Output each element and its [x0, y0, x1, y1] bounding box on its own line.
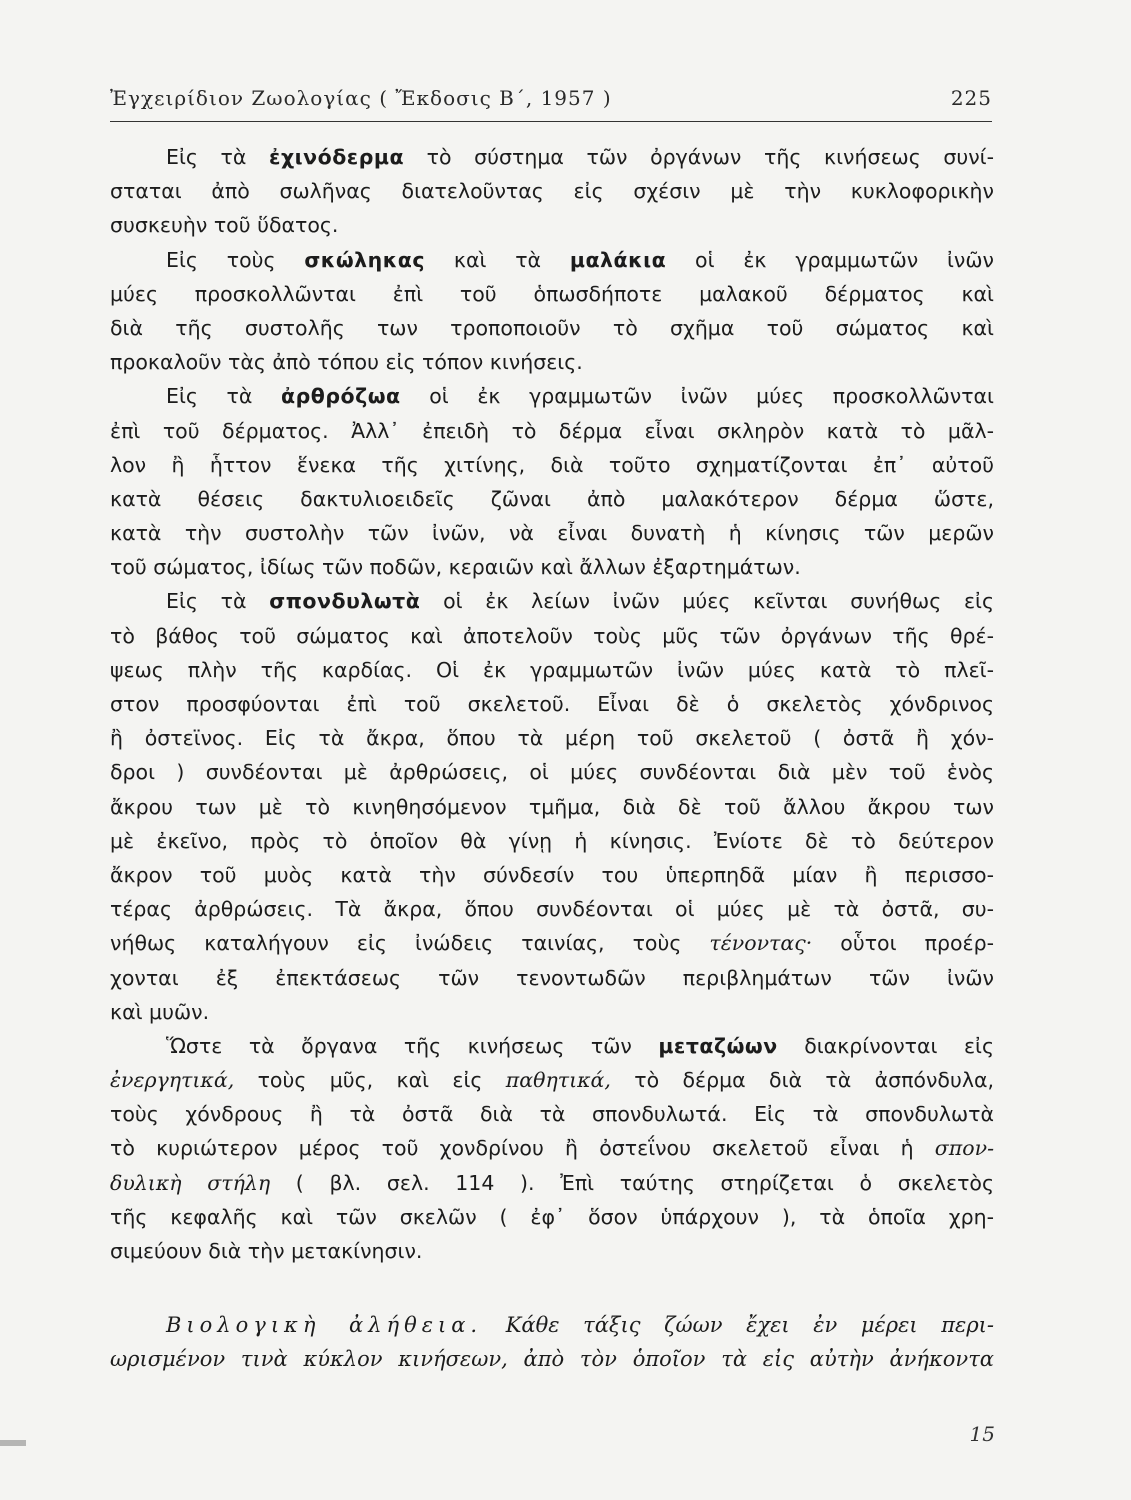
text-line: προκαλοῦν τὰς ἀπὸ τόπου εἰς τόπον κινήσεις. [110, 350, 583, 375]
page-number: 225 [950, 86, 992, 110]
text-line: στον προσφύονται ἐπὶ τοῦ σκελετοῦ. Εἶναι δὲ ὁ σκελετὸς χόνδρινος [110, 692, 994, 716]
header-title: Ἐγχειρίδιον Ζωολογίας ( Ἔκδοσις Β΄, 1957 ) [110, 86, 612, 110]
text-span: Εἰς τὰ [166, 589, 270, 614]
text-span: καὶ τὰ [425, 247, 570, 272]
text-line: σταται ἀπὸ σωλῆνας διατελοῦντας εἰς σχέσιν μὲ τὴν κυκλοφορικὴν [110, 179, 994, 204]
italic-term: ἐνεργητικά, [110, 1068, 235, 1093]
text-span: Εἰς τοὺς [166, 247, 305, 272]
italic-term: σπον- [934, 1136, 994, 1161]
text-line: ἄκρου των μὲ τὸ κινηθησόμενον τμῆμα, διὰ δὲ τοῦ ἄλλου ἄκρου των [110, 794, 994, 819]
text-span: Κάθε τάξις ζώων ἔχει ἐν μέρει περι- [505, 1313, 994, 1338]
text-line: καὶ μυῶν. [110, 999, 210, 1024]
text-line [110, 926, 994, 960]
text-line: ἄκρον τοῦ μυὸς κατὰ τὴν σύνδεσίν του ὑπερπηδᾶ μίαν ἢ περισσο- [110, 862, 994, 887]
text-line: τοῦ σώματος, ἰδίως τῶν ποδῶν, κεραιῶν καὶ ἄλλων ἐξαρτημάτων. [110, 555, 801, 580]
body-text [110, 140, 994, 1377]
paragraph-echinoderms-line [110, 140, 994, 174]
text-line: ἐπὶ τοῦ δέρματος. Ἀλλ᾽ ἐπειδὴ τὸ δέρμα εἶναι σκληρὸν κατὰ τὸ μᾶλ- [110, 418, 994, 443]
paragraph-metazoa-line [110, 1029, 994, 1063]
text-span: οἱ ἐκ λείων ἰνῶν μύες κεῖνται συνήθως εἰς [420, 589, 994, 614]
text-span: οὗτοι προέρ- [812, 931, 994, 956]
text-line: δροι ) συνδέονται μὲ ἀρθρώσεις, οἱ μύες συνδέονται διὰ μὲν τοῦ ἑνὸς [110, 760, 994, 785]
text-line [110, 1166, 994, 1200]
text-line [110, 1063, 994, 1097]
text-span: τὸ δέρμα διὰ τὰ ἀσπόνδυλα, [610, 1068, 994, 1093]
bold-term: μεταζώων [658, 1033, 778, 1058]
paragraph-arthropods-line [110, 379, 994, 413]
text-line: τὸ βάθος τοῦ σώματος καὶ ἀποτελοῦν τοὺς μῦς τῶν ὀργάνων τῆς θρέ- [110, 623, 994, 648]
section-gap [110, 1268, 994, 1308]
italic-term: δυλικὴ στήλη [110, 1170, 271, 1195]
text-line: τοὺς χόνδρους ἢ τὰ ὀστᾶ διὰ τὰ σπονδυλωτά. Εἰς τὰ σπονδυλωτὰ [110, 1102, 994, 1127]
text-line: ψεως πλὴν τῆς καρδίας. Οἱ ἐκ γραμμωτῶν ἰνῶν μύες κατὰ τὸ πλεῖ- [110, 657, 994, 682]
running-header [110, 80, 992, 120]
text-line: συσκευὴν τοῦ ὕδατος. [110, 213, 339, 238]
text-line [110, 1131, 994, 1165]
text-line: σιμεύουν διὰ τὴν μετακίνησιν. [110, 1239, 423, 1263]
text-span: τοὺς μῦς, καὶ εἰς [234, 1068, 506, 1093]
bold-term: ἀρθρόζωα [281, 384, 401, 409]
text-line: μύες προσκολλῶνται ἐπὶ τοῦ ὁπωσδήποτε μαλακοῦ δέρματος καὶ [110, 281, 994, 306]
text-span: τὸ κυριώτερον μέρος τοῦ χονδρίνου ἢ ὀστεΐνου σκελετοῦ εἶναι ἡ [110, 1136, 935, 1161]
text-line: μὲ ἐκεῖνο, πρὸς τὸ ὁποῖον θὰ γίνῃ ἡ κίνησις. Ἐνίοτε δὲ τὸ δεύτερον [110, 828, 994, 853]
text-line: κατὰ θέσεις δακτυλιοειδεῖς ζῶναι ἀπὸ μαλακότερον δέρμα ὥστε, [110, 486, 994, 511]
text-span: οἱ ἐκ γραμμωτῶν ἰνῶν [666, 247, 994, 272]
text-span: Εἰς τὰ [166, 384, 281, 409]
text-line: τέρας ἀρθρώσεις. Τὰ ἄκρα, ὅπου συνδέονται οἱ μύες μὲ τὰ ὀστᾶ, συ- [110, 897, 994, 922]
text-span: Ὥστε τὰ ὄργανα τῆς κινήσεως τῶν [166, 1033, 659, 1058]
text-line: λον ἢ ἧττον ἕνεκα τῆς χιτίνης, διὰ τοῦτο σχηματίζονται ἐπ᾽ αὐτοῦ [110, 452, 994, 477]
bold-term: μαλάκια [569, 247, 667, 272]
bold-term: σκώληκας [304, 247, 426, 272]
scan-edge-mark [0, 1440, 26, 1446]
text-line: διὰ τῆς συστολῆς των τροποποιοῦν τὸ σχῆμα τοῦ σώματος καὶ [110, 315, 994, 340]
text-line: ωρισμένον τινὰ κύκλον κινήσεων, ἀπὸ τὸν ὁποῖον τὰ εἰς αὐτὴν ἀνήκοντα [110, 1347, 994, 1372]
biological-truth-line [110, 1308, 994, 1342]
text-line: κατὰ τὴν συστολὴν τῶν ἰνῶν, νὰ εἶναι δυνατὴ ἡ κίνησις τῶν μερῶν [110, 521, 994, 546]
paragraph-vertebrates-line [110, 584, 994, 618]
text-span: ( βλ. σελ. 114 ). Ἐπὶ ταύτης στηρίζεται ὁ σκελετὸς [270, 1170, 994, 1195]
text-span: νήθως καταλήγουν εἰς ἰνώδεις ταινίας, τοὺς [110, 931, 710, 956]
text-line: τῆς κεφαλῆς καὶ τῶν σκελῶν ( ἐφ᾽ ὅσον ὑπάρχουν ), τὰ ὁποῖα χρη- [110, 1204, 994, 1229]
text-line: χονται ἐξ ἐπεκτάσεως τῶν τενοντωδῶν περιβλημάτων τῶν ἰνῶν [110, 965, 994, 990]
paragraph-worms-line [110, 243, 994, 277]
bold-term: ἐχινόδερμα [269, 145, 405, 169]
italic-term: παθητικά, [505, 1068, 611, 1093]
text-span: διακρίνονται εἰς [777, 1033, 994, 1058]
bold-term: σπονδυλωτὰ [269, 589, 421, 614]
text-span: Εἰς τὰ [166, 145, 270, 169]
section-heading: Βιολογικὴ ἀλήθεια. [166, 1313, 483, 1338]
italic-term: τένοντας· [709, 931, 813, 956]
text-span: τὸ σύστημα τῶν ὀργάνων τῆς κινήσεως συνί- [404, 145, 994, 169]
text-span: οἱ ἐκ γραμμωτῶν ἰνῶν μύες προσκολλῶνται [400, 384, 994, 409]
header-rule [110, 121, 992, 122]
text-line: ἢ ὀστεϊνος. Εἰς τὰ ἄκρα, ὅπου τὰ μέρη τοῦ σκελετοῦ ( ὀστᾶ ἢ χόν- [110, 726, 994, 751]
signature-mark: 15 [969, 1422, 995, 1446]
